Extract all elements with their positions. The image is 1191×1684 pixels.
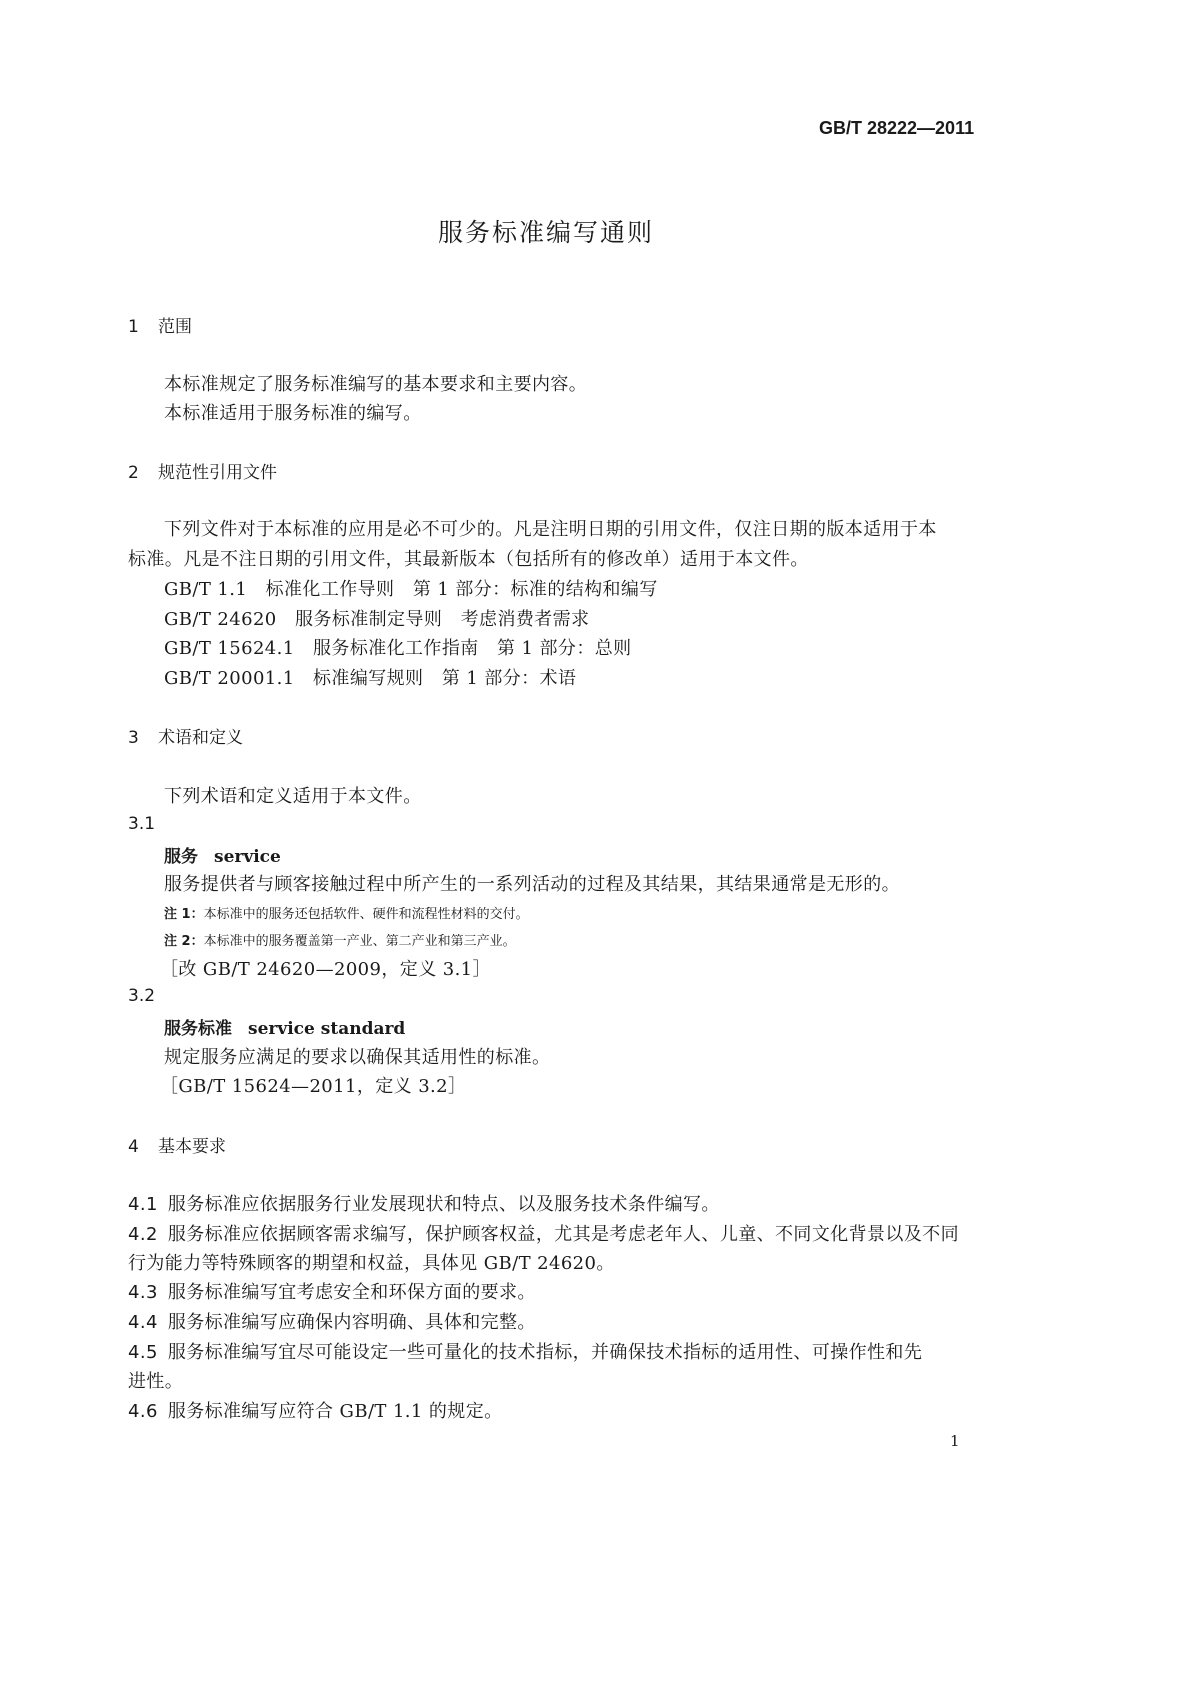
note-label: 注 1： — [164, 907, 204, 922]
page-title: 服务标准编写通则 — [438, 218, 655, 247]
clause-number: 4.4 — [128, 1312, 158, 1333]
clause-number: 4.3 — [128, 1282, 158, 1303]
section-2-heading — [128, 458, 277, 483]
clause-number: 4.1 — [128, 1194, 158, 1215]
term-source: ［GB/T 15624—2011，定义 3.2］ — [160, 1076, 467, 1097]
page-number: 1 — [950, 1432, 960, 1450]
section-number: 2 — [128, 463, 139, 483]
clause-text: 服务标准编写宜考虑安全和环保方面的要求。 — [167, 1282, 536, 1303]
paragraph-continued: 标准。凡是不注日期的引用文件，其最新版本（包括所有的修改单）适用于本文件。 — [128, 549, 809, 570]
term-number: 3.1 — [128, 814, 156, 834]
term-heading — [164, 1014, 405, 1039]
note-text: 本标准中的服务还包括软件、硬件和流程性材料的交付。 — [203, 907, 529, 922]
section-number: 1 — [128, 317, 139, 337]
term-definition: 规定服务应满足的要求以确保其适用性的标准。 — [164, 1047, 551, 1068]
clause — [128, 1278, 536, 1304]
clause-number: 4.2 — [128, 1224, 158, 1245]
reference-item: GB/T 20001.1 标准编写规则 第 1 部分：术语 — [164, 668, 577, 689]
section-title: 基本要求 — [158, 1137, 226, 1157]
section-4-heading — [128, 1132, 226, 1157]
clause-text: 服务标准编写宜尽可能设定一些可量化的技术指标，并确保技术指标的适用性、可操作性和先 — [167, 1342, 923, 1363]
standard-number: GB/T 28222—2011 — [819, 118, 975, 138]
clause-continued: 进性。 — [128, 1371, 184, 1392]
term-chinese: 服务标准 — [164, 1019, 232, 1039]
clause — [128, 1190, 720, 1216]
paragraph: 下列文件对于本标准的应用是必不可少的。凡是注明日期的引用文件，仅注日期的版本适用于本 — [164, 519, 937, 540]
section-1-heading — [128, 312, 192, 337]
clause-number: 4.6 — [128, 1401, 158, 1422]
clause-text: 服务标准编写应符合 GB/T 1.1 的规定。 — [167, 1401, 503, 1422]
clause-number: 4.5 — [128, 1342, 158, 1363]
term-definition: 服务提供者与顾客接触过程中所产生的一系列活动的过程及其结果，其结果通常是无形的。 — [164, 874, 900, 895]
note-label: 注 2： — [164, 934, 204, 949]
term-number: 3.2 — [128, 986, 156, 1006]
paragraph: 下列术语和定义适用于本文件。 — [164, 786, 422, 807]
clause-text: 服务标准编写应确保内容明确、具体和完整。 — [167, 1312, 536, 1333]
section-number: 4 — [128, 1137, 139, 1157]
term-source: ［改 GB/T 24620—2009，定义 3.1］ — [160, 959, 491, 980]
section-title: 规范性引用文件 — [158, 463, 277, 483]
paragraph: 本标准适用于服务标准的编写。 — [164, 403, 422, 424]
note — [164, 930, 516, 949]
note-text: 本标准中的服务覆盖第一产业、第二产业和第三产业。 — [203, 934, 516, 949]
section-title: 范围 — [158, 317, 192, 337]
clause-continued: 行为能力等特殊顾客的期望和权益，具体见 GB/T 24620。 — [128, 1253, 615, 1274]
reference-item: GB/T 15624.1 服务标准化工作指南 第 1 部分：总则 — [164, 638, 632, 659]
section-title: 术语和定义 — [158, 728, 243, 748]
reference-item: GB/T 1.1 标准化工作导则 第 1 部分：标准的结构和编写 — [164, 579, 658, 600]
term-heading — [164, 842, 281, 867]
clause — [128, 1397, 503, 1423]
term-english: service standard — [248, 1019, 406, 1039]
section-number: 3 — [128, 728, 139, 748]
clause — [128, 1338, 922, 1364]
note — [164, 903, 529, 922]
term-chinese: 服务 — [164, 847, 198, 867]
section-3-heading — [128, 723, 243, 748]
term-english: service — [214, 847, 281, 867]
reference-item: GB/T 24620 服务标准制定导则 考虑消费者需求 — [164, 609, 590, 630]
clause — [128, 1308, 536, 1334]
clause-text: 服务标准应依据服务行业发展现状和特点、以及服务技术条件编写。 — [167, 1194, 720, 1215]
paragraph: 本标准规定了服务标准编写的基本要求和主要内容。 — [164, 374, 588, 395]
clause — [128, 1220, 959, 1246]
clause-text: 服务标准应依据顾客需求编写，保护顾客权益，尤其是考虑老年人、儿童、不同文化背景以及不同 — [167, 1224, 960, 1245]
